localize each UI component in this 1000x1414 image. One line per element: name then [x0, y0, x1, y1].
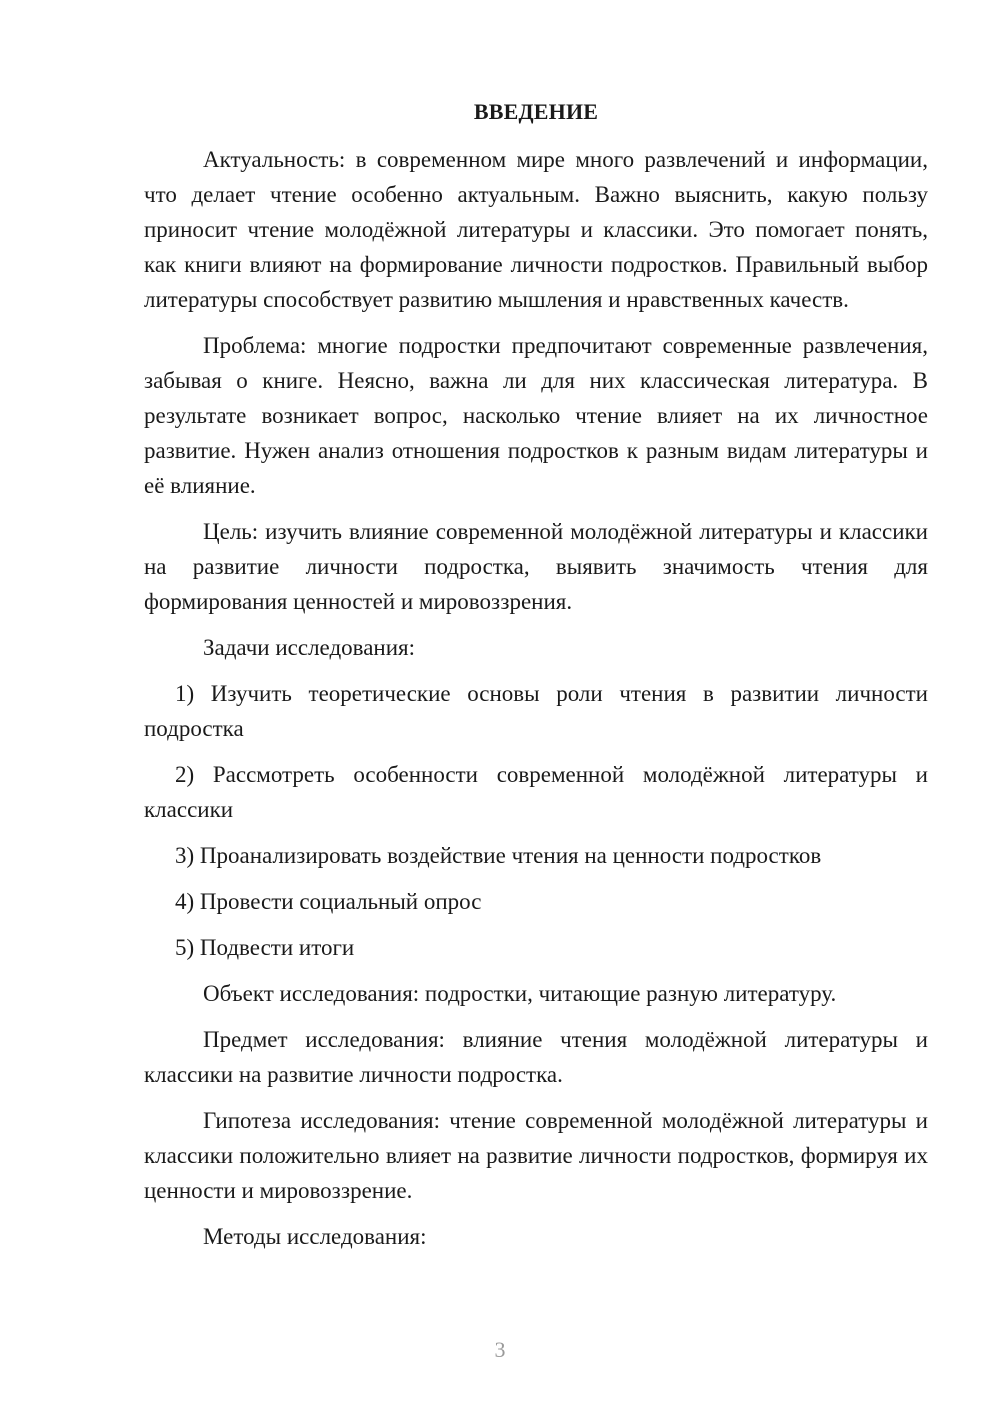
- paragraph-relevance: Актуальность: в современном мире много развлечений и информации, что делает чтение особенно актуальным. Важно выяснить, какую пользу приносит чтение молодёжной литературы и классики. Это помогает понять, как книги влияют на формирование личности подростков. Правильный выбор литературы способствует развитию мышления и нравственных качеств.: [144, 147, 928, 312]
- section-title: ВВЕДЕНИЕ: [473, 99, 599, 124]
- page-content: [144, 94, 928, 1265]
- task-item-4: 4) Провести социальный опрос: [175, 889, 482, 914]
- paragraph-goal: Цель: изучить влияние современной молодёжной литературы и классики на развитие личности подростка, выявить значимость чтения для формирования ценностей и мировоззрения.: [144, 519, 928, 614]
- paragraph-hypothesis: Гипотеза исследования: чтение современной молодёжной литературы и классики положительно влияет на развитие личности подростков, формируя их ценности и мировоззрение.: [144, 1108, 928, 1203]
- task-item-2: 2) Рассмотреть особенности современной молодёжной литературы и классики: [144, 762, 928, 822]
- paragraph-methods: Методы исследования:: [203, 1224, 427, 1249]
- page-number: 3: [494, 1337, 506, 1362]
- task-item-1: 1) Изучить теоретические основы роли чтения в развитии личности подростка: [144, 681, 928, 741]
- task-item-5: 5) Подвести итоги: [175, 935, 355, 960]
- task-item-3: 3) Проанализировать воздействие чтения на ценности подростков: [175, 843, 822, 868]
- paragraph-tasks-heading: Задачи исследования:: [203, 635, 416, 660]
- paragraph-problem: Проблема: многие подростки предпочитают современные развлечения, забывая о книге. Неясно, важна ли для них классическая литература. В результате возникает вопрос, насколько чтение влияет на их личностное развитие. Нужен анализ отношения подростков к разным видам литературы и её влияние.: [144, 333, 928, 498]
- paragraph-subject: Предмет исследования: влияние чтения молодёжной литературы и классики на развитие личности подростка.: [144, 1027, 928, 1087]
- paragraph-object: Объект исследования: подростки, читающие разную литературу.: [203, 981, 837, 1006]
